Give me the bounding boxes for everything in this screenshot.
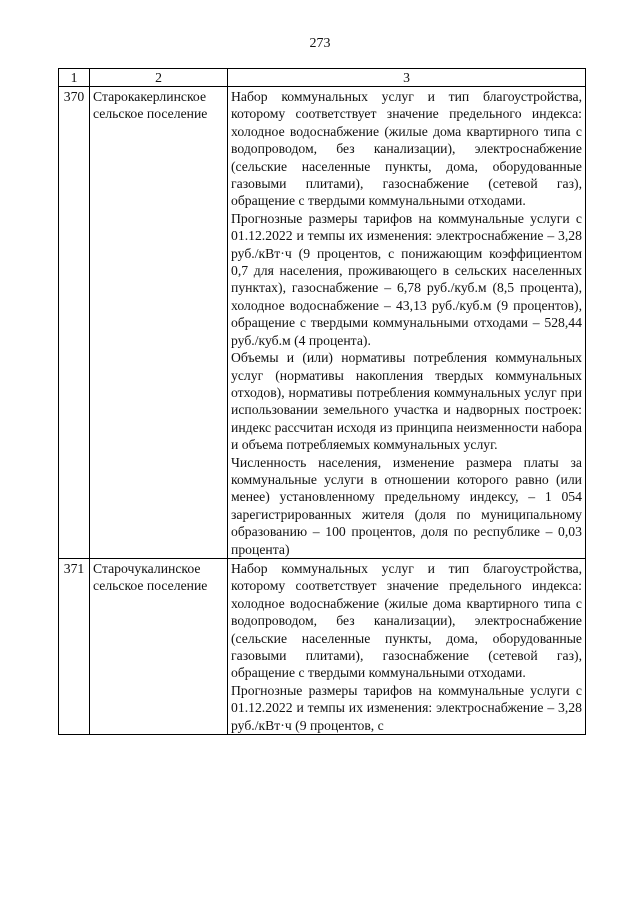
row-number: 371 [59,558,90,734]
page-number: 273 [309,36,331,51]
row-number: 370 [59,87,90,559]
tariff-table [58,68,586,735]
table-header-row [59,69,586,87]
settlement-name: Старочукалинское сельское поселение [90,558,228,734]
description-paragraph: Прогнозные размеры тарифов на коммунальные услуги с 01.12.2022 и темпы их изменения: электроснабжение – 3,28 руб./кВт·ч (9 процентов, с понижающим коэффициентом 0,7 для населения, проживающего в сельских населенных пунктах), газоснабжение – 6,78 руб./куб.м (8,5 процента), холодное водоснабжение – 43,13 руб./куб.м (9 процентов), обращение с твердыми коммунальными отходами – 528,44 руб./куб.м (4 процента). [231,210,582,348]
row-description [228,558,586,734]
description-paragraph: Прогнозные размеры тарифов на коммунальные услуги с 01.12.2022 и темпы их изменения: электроснабжение – 3,28 руб./кВт·ч (9 процентов, с [231,682,582,733]
table-row [59,87,586,559]
column-header-3: 3 [228,69,586,87]
description-paragraph: Объемы и (или) нормативы потребления коммунальных услуг (нормативы накопления твердых коммунальных отходов), нормативы потребления коммунальных услуг при использовании земельного участка и надворных построек: индекс рассчитан исходя из принципа неизменности набора и объема потребляемых коммунальных услуг. [231,350,582,453]
column-header-1: 1 [59,69,90,87]
description-paragraph: Набор коммунальных услуг и тип благоустройства, которому соответствует значение предельного индекса: холодное водоснабжение (жилые дома квартирного типа с водопроводом, без канализации), электроснабжение (сельские населенные пункты, дома, оборудованные газовыми плитами), газоснабжение (сетевой газ), обращение с твердыми коммунальными отходами. [231,89,582,209]
settlement-name: Старокакерлинское сельское поселение [90,87,228,559]
description-paragraph: Численность населения, изменение размера платы за коммунальные услуги в отношении которого равно (или менее) установленному предельному индексу, – 1 054 зарегистрированных жителя (доля по муниципальному образованию – 100 процентов, доля по республике – 0,03 процента) [231,454,582,557]
table-row [59,558,586,734]
row-description [228,87,586,559]
description-paragraph: Набор коммунальных услуг и тип благоустройства, которому соответствует значение предельного индекса: холодное водоснабжение (жилые дома квартирного типа с водопроводом, без канализации), электроснабжение (сельские населенные пункты, дома, оборудованные газовыми плитами), газоснабжение (сетевой газ), обращение с твердыми коммунальными отходами. [231,560,582,681]
column-header-2: 2 [90,69,228,87]
